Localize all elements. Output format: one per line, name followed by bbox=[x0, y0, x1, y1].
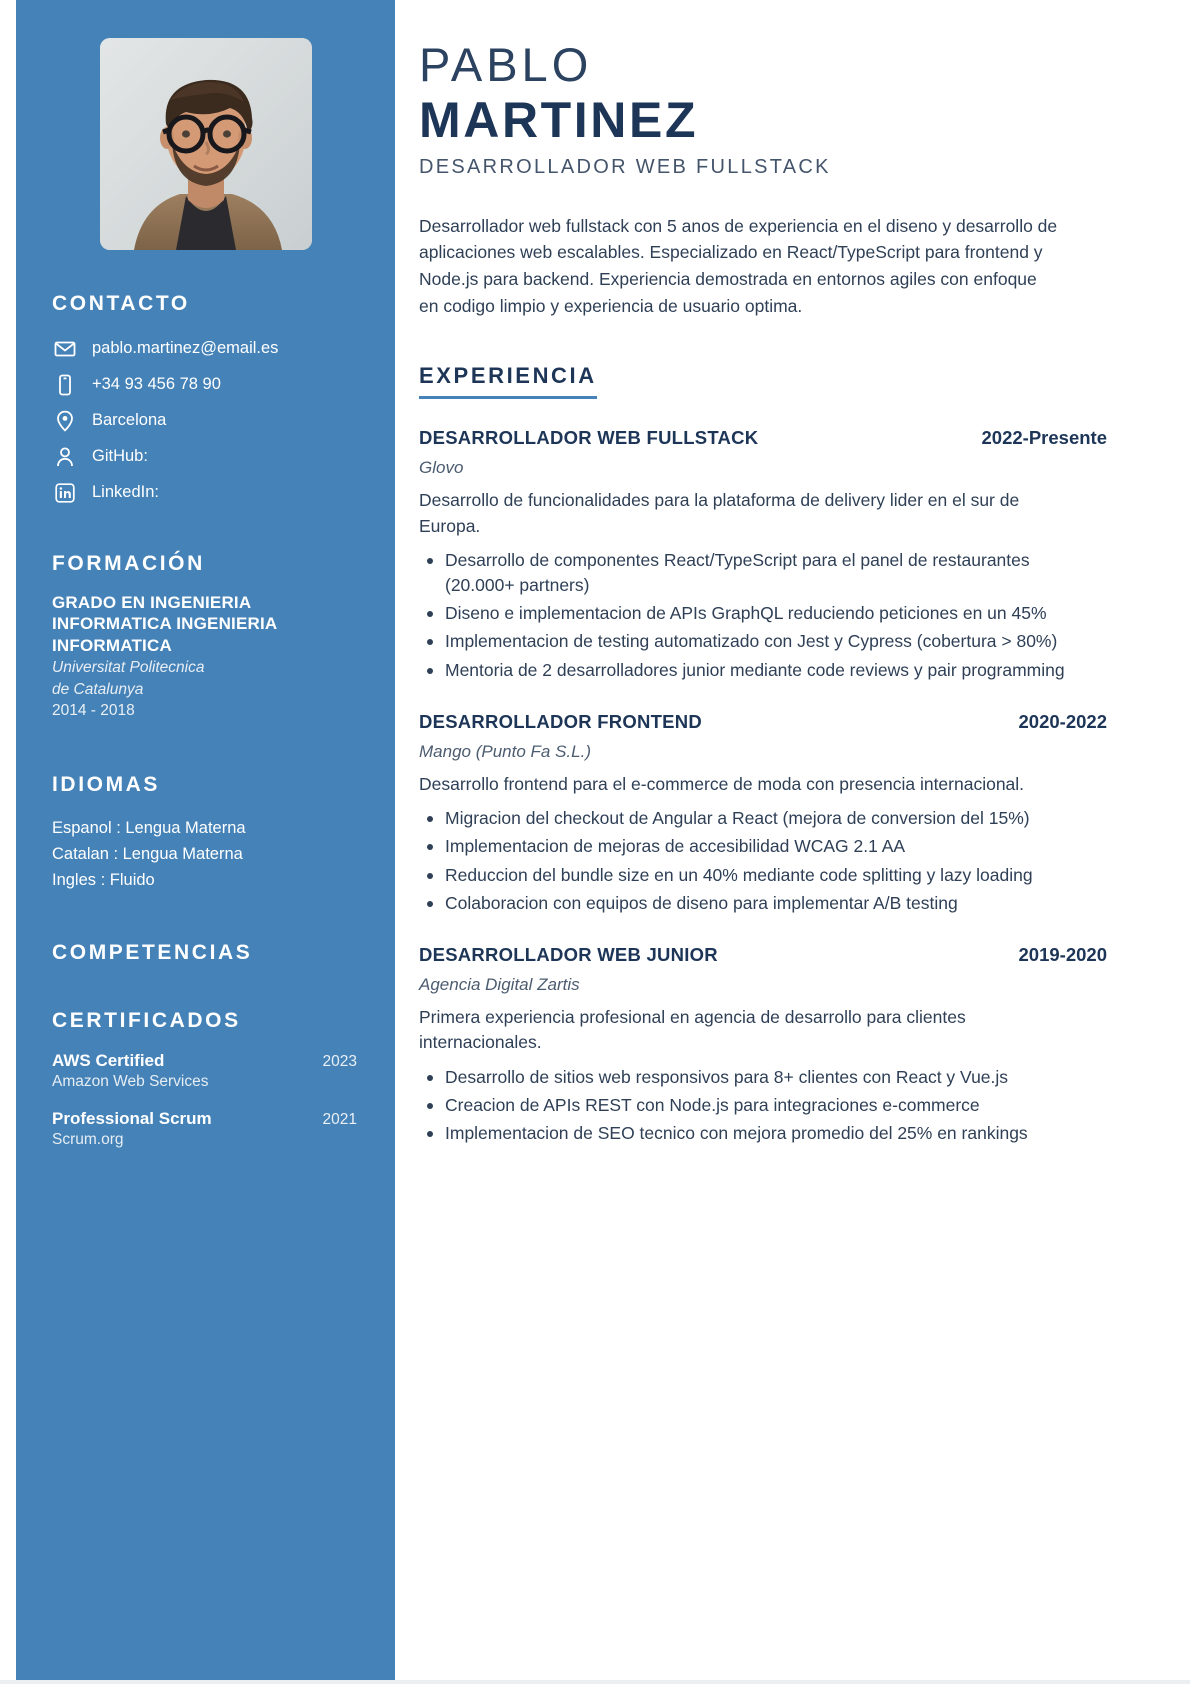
education-school-line2: de Catalunya bbox=[52, 680, 144, 698]
profile-photo bbox=[100, 38, 312, 250]
experience-bullet: Implementacion de mejoras de accesibilidad WCAG 2.1 AA bbox=[419, 834, 1095, 859]
certificate-year: 2021 bbox=[322, 1111, 357, 1129]
experience-dates: 2019-2020 bbox=[1018, 943, 1107, 965]
contact-item-github[interactable] bbox=[52, 444, 357, 470]
phone-icon bbox=[52, 372, 78, 398]
experience-company: Glovo bbox=[419, 458, 464, 478]
experience-role: DESARROLLADOR WEB JUNIOR bbox=[419, 943, 718, 965]
education-entry bbox=[52, 592, 357, 721]
experience-dates: 2022-Presente bbox=[981, 427, 1107, 449]
language-item: Espanol : Lengua Materna bbox=[52, 819, 246, 838]
experience-description: Desarrollo de funcionalidades para la plataforma de delivery lider en el sur de Europa. bbox=[419, 490, 1020, 536]
envelope-icon bbox=[52, 336, 78, 362]
section-heading-contacto: CONTACTO bbox=[52, 292, 190, 315]
page-title-first-name: PABLO bbox=[419, 38, 593, 91]
experience-bullet-list bbox=[419, 1065, 1107, 1147]
experience-bullet-list bbox=[419, 806, 1107, 916]
professional-summary: Desarrollador web fullstack con 5 anos de experiencia en el diseno y desarrollo de aplicaciones web escalables. Especializado en React/TypeScript para frontend y Node.js para backend. Experiencia demostrada en entornos agiles con enfoque en codigo limpio y experiencia de usuario optima. bbox=[419, 215, 1058, 316]
section-heading-formacion: FORMACIÓN bbox=[52, 552, 205, 575]
contact-phone-text: +34 93 456 78 90 bbox=[92, 375, 221, 394]
experience-bullet-list bbox=[419, 548, 1107, 683]
experience-item bbox=[419, 944, 1107, 1146]
experience-dates: 2020-2022 bbox=[1018, 710, 1107, 732]
section-heading-certificados: CERTIFICADOS bbox=[52, 1009, 241, 1033]
sidebar bbox=[16, 0, 395, 1684]
contact-item-location[interactable] bbox=[52, 408, 357, 434]
experience-bullet: Migracion del checkout de Angular a React (mejora de conversion del 15%) bbox=[419, 806, 1095, 831]
experience-bullet: Desarrollo de componentes React/TypeScript para el panel de restaurantes (20.000+ partners) bbox=[419, 548, 1095, 598]
experience-item bbox=[419, 427, 1107, 683]
language-item: Catalan : Lengua Materna bbox=[52, 845, 243, 864]
experience-item bbox=[419, 711, 1107, 916]
linkedin-icon bbox=[52, 480, 78, 506]
job-title: DESARROLLADOR WEB FULLSTACK bbox=[419, 155, 831, 178]
contact-email-text: pablo.martinez@email.es bbox=[92, 339, 279, 358]
experience-description: Desarrollo frontend para el e-commerce de moda con presencia internacional. bbox=[419, 773, 1025, 794]
page-title-last-name: MARTINEZ bbox=[419, 91, 699, 148]
experience-bullet: Mentoria de 2 desarrolladores junior mediante code reviews y pair programming bbox=[419, 658, 1095, 683]
contact-item-phone[interactable] bbox=[52, 372, 357, 398]
experience-description: Primera experiencia profesional en agencia de desarrollo para clientes internacionales. bbox=[419, 1006, 966, 1053]
contact-item-email[interactable] bbox=[52, 336, 357, 362]
certificate-name: AWS Certified bbox=[52, 1051, 165, 1071]
contact-location-text: Barcelona bbox=[92, 411, 167, 430]
language-item: Ingles : Fluido bbox=[52, 871, 155, 890]
avatar bbox=[16, 38, 395, 250]
experience-company: Mango (Punto Fa S.L.) bbox=[419, 741, 591, 761]
page-bottom-edge bbox=[0, 1680, 1190, 1684]
experience-bullet: Creacion de APIs REST con Node.js para integraciones e-commerce bbox=[419, 1093, 1095, 1118]
experience-bullet: Implementacion de SEO tecnico con mejora promedio del 25% en rankings bbox=[419, 1121, 1095, 1146]
certificate-issuer: Scrum.org bbox=[52, 1131, 124, 1149]
education-degree: GRADO EN INGENIERIA INFORMATICA INGENIERIA INFORMATICA bbox=[52, 593, 277, 655]
certificate-issuer: Amazon Web Services bbox=[52, 1073, 209, 1091]
certificate-item bbox=[52, 1109, 357, 1149]
section-heading-idiomas: IDIOMAS bbox=[52, 773, 161, 797]
experience-company: Agencia Digital Zartis bbox=[419, 974, 580, 994]
language-list bbox=[52, 815, 357, 893]
education-years: 2014 - 2018 bbox=[52, 702, 135, 720]
location-pin-icon bbox=[52, 408, 78, 434]
certificate-name: Professional Scrum bbox=[52, 1109, 212, 1129]
certificate-item bbox=[52, 1051, 357, 1091]
experience-bullet: Implementacion de testing automatizado con Jest y Cypress (cobertura > 80%) bbox=[419, 629, 1095, 654]
experience-role: DESARROLLADOR FRONTEND bbox=[419, 710, 702, 732]
experience-bullet: Desarrollo de sitios web responsivos para 8+ clientes con React y Vue.js bbox=[419, 1065, 1095, 1090]
experience-bullet: Reduccion del bundle size en un 40% mediante code splitting y lazy loading bbox=[419, 863, 1095, 888]
contact-linkedin-text: LinkedIn: bbox=[92, 483, 159, 502]
experience-bullet: Colaboracion con equipos de diseno para implementar A/B testing bbox=[419, 891, 1095, 916]
certificate-year: 2023 bbox=[322, 1053, 357, 1071]
education-school-line1: Universitat Politecnica bbox=[52, 658, 205, 676]
main-content bbox=[419, 0, 1107, 1149]
section-heading-competencias: COMPETENCIAS bbox=[52, 941, 253, 965]
contact-item-linkedin[interactable] bbox=[52, 480, 357, 506]
certificate-list bbox=[52, 1051, 357, 1149]
contact-github-text: GitHub: bbox=[92, 447, 148, 466]
section-heading-experiencia: EXPERIENCIA bbox=[419, 363, 597, 399]
experience-bullet: Diseno e implementacion de APIs GraphQL reduciendo peticiones en un 45% bbox=[419, 601, 1095, 626]
person-icon bbox=[52, 444, 78, 470]
contact-list bbox=[52, 336, 357, 506]
experience-role: DESARROLLADOR WEB FULLSTACK bbox=[419, 427, 759, 449]
